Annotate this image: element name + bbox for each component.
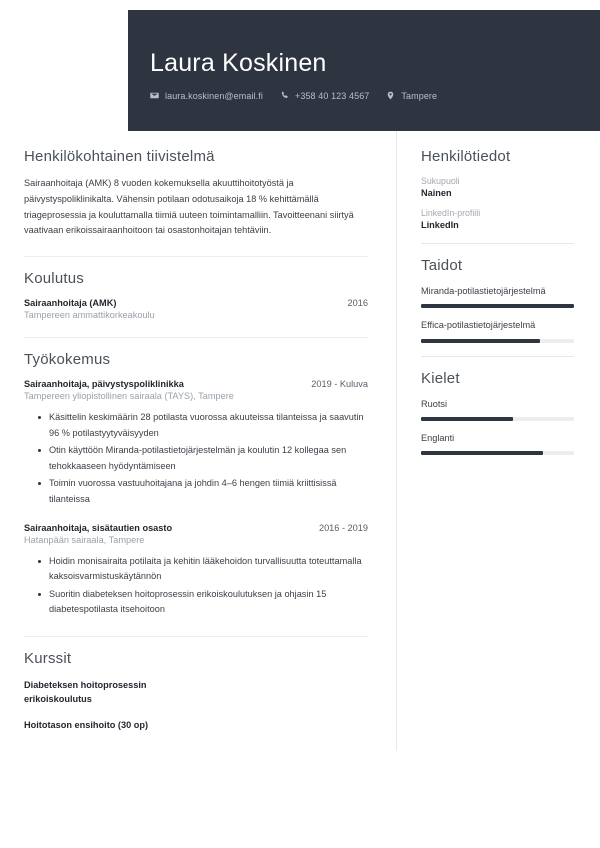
summary-text: Sairaanhoitaja (AMK) 8 vuoden kokemuksella akuuttihoitotyöstä ja päivystyspoliklinikalta. Vähensin potilaan odotusaikoja 18 % kehittämällä triageprosessia ja kouluttamalla tiimiä uuteen toimintamalliin. Tavoitteenani siirtyä vaativaan erikoissairaanhoitoon tai osastonhoitajan tehtäviin.: [24, 178, 354, 236]
course-item: Hoitotason ensihoito (30 op): [24, 719, 149, 730]
main-column: [0, 131, 396, 751]
language-meter-fill: [421, 451, 543, 455]
language-label: Ruotsi: [421, 398, 448, 409]
list-item: Hoidin monisairaita potilaita ja kehitin lääkehoidon turvallisuutta toteuttamalla kaksoisvarmistuskäytännön: [38, 554, 368, 585]
course-item: Diabeteksen hoitoprosessin erikoiskoulutus: [24, 679, 147, 705]
section-title-education: Koulutus: [24, 270, 84, 288]
contact-phone: [280, 91, 369, 101]
section-summary: [24, 148, 368, 239]
skill-meter-fill: [421, 304, 574, 308]
section-personal-details: [421, 148, 574, 230]
section-experience: [24, 337, 368, 618]
contact-email: [150, 91, 263, 101]
list-item: Suoritin diabeteksen hoitoprosessin erikoiskoulutuksen ja ohjasin 15 diabetespotilasta itsehoitoon: [38, 587, 368, 618]
education-entry-institution: Tampereen ammattikorkeakoulu: [24, 310, 155, 321]
resume-header: [128, 10, 600, 131]
language-label: Englanti: [421, 433, 455, 444]
phone-icon: [280, 91, 289, 100]
education-entry-head: [24, 298, 368, 308]
section-title-languages: Kielet: [421, 369, 460, 387]
section-education: [24, 256, 368, 320]
experience-bullet-list: [38, 554, 368, 618]
skill-item: [421, 319, 574, 342]
language-meter-track: [421, 417, 574, 421]
detail-linkedin: [421, 208, 574, 230]
resume-body: [0, 131, 600, 751]
skill-meter-fill: [421, 339, 540, 343]
experience-bullet-list: [38, 410, 368, 507]
candidate-name: Laura Koskinen: [150, 49, 327, 77]
language-item: [421, 432, 574, 455]
detail-gender: [421, 176, 574, 198]
contact-location-text: Tampere: [401, 90, 438, 101]
detail-value: Nainen: [421, 188, 452, 198]
education-entry: [24, 298, 368, 320]
experience-entry-head: [24, 523, 368, 533]
experience-entry-employer: Hatanpään sairaala, Tampere: [24, 535, 145, 546]
experience-entry: [24, 379, 368, 507]
experience-entry-title: Sairaanhoitaja, sisätautien osasto: [24, 523, 173, 534]
experience-entry-date: 2019 - Kuluva: [311, 379, 368, 390]
detail-label: LinkedIn-profiili: [421, 208, 481, 218]
skill-label: Miranda-potilastietojärjestelmä: [421, 286, 546, 296]
detail-value[interactable]: LinkedIn: [421, 220, 459, 230]
list-item: Käsittelin keskimäärin 28 potilasta vuorossa akuuteissa tilanteissa ja saavutin 96 % potilastyytyväisyyden: [38, 410, 368, 441]
envelope-icon: [150, 91, 159, 100]
section-title-personal-details: Henkilötiedot: [421, 148, 511, 165]
experience-entry-employer: Tampereen yliopistollinen sairaala (TAYS), Tampere: [24, 391, 234, 402]
skill-item: [421, 285, 574, 308]
contact-phone-text: +358 40 123 4567: [294, 90, 370, 101]
list-item: Toimin vuorossa vastuuhoitajana ja johdin 4–6 hengen tiimiä kriittisissä tilanteissa: [38, 476, 368, 507]
section-title-experience: Työkokemus: [24, 351, 111, 369]
contact-email-text: laura.koskinen@email.fi: [165, 90, 263, 101]
section-courses: [24, 636, 368, 733]
section-skills: [421, 243, 574, 343]
education-entry-title: Sairaanhoitaja (AMK): [24, 298, 117, 309]
education-entry-date: 2016: [347, 298, 368, 309]
sidebar-column: [396, 131, 600, 751]
section-title-summary: Henkilökohtainen tiivistelmä: [24, 148, 215, 165]
skill-meter-track: [421, 304, 574, 308]
language-meter-track: [421, 451, 574, 455]
experience-entry-date: 2016 - 2019: [318, 523, 368, 534]
experience-entry-head: [24, 379, 368, 389]
experience-entry-title: Sairaanhoitaja, päivystyspoliklinikka: [24, 379, 184, 390]
skill-meter-track: [421, 339, 574, 343]
contact-row: [150, 91, 600, 101]
language-meter-fill: [421, 417, 513, 421]
list-item: Otin käyttöön Miranda-potilastietojärjestelmän ja koulutin 12 kollegaa sen tehokkaaseen hyödyntämiseen: [38, 443, 368, 474]
skill-label: Effica-potilastietojärjestelmä: [421, 320, 536, 331]
contact-location: [386, 91, 437, 101]
experience-entry: [24, 523, 368, 618]
section-title-courses: Kurssit: [24, 649, 72, 667]
location-pin-icon: [386, 91, 395, 100]
language-item: [421, 398, 574, 421]
section-languages: [421, 356, 574, 456]
section-title-skills: Taidot: [421, 257, 463, 274]
detail-label: Sukupuoli: [421, 176, 460, 186]
